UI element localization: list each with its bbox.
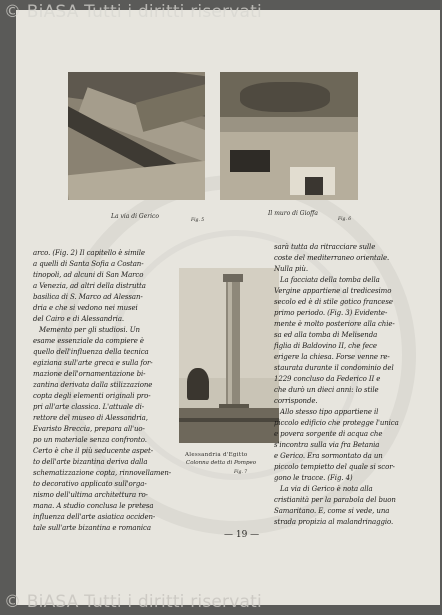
- photo-muro: [220, 72, 358, 200]
- text-line: 1229 concluso da Federico II e: [274, 375, 381, 383]
- text-line: nismo dell'ultima architettura ro-: [33, 491, 148, 499]
- fig-label-left: Fig. 5: [191, 218, 205, 223]
- text-line: mana. A studio conclusa le pretesa: [33, 502, 154, 510]
- text-line: to dell'arte bizantina deriva dalla: [33, 458, 148, 466]
- text-line: s'incontra sulla via fra Betania: [274, 441, 380, 449]
- caption-right-photo: Il muro di Gioffa: [268, 210, 318, 217]
- caption-center-photo-line1: Alessandria d'Egitto: [185, 452, 248, 458]
- text-line: gono le tracce. (Fig. 4): [274, 474, 353, 482]
- fig-label-right: Fig. 6: [338, 217, 352, 222]
- text-line: piccolo edificio che protegge l'unica: [274, 419, 399, 427]
- text-line: mazione dell'ornamentazione bi-: [33, 370, 146, 378]
- text-column-left: [33, 248, 173, 534]
- text-line: erigere la chiesa. Forse venne re-: [274, 353, 390, 361]
- text-line: to decorativo applicato sull'orga-: [33, 480, 147, 488]
- text-line: egiziana sull'arte greca e sulla for-: [33, 359, 153, 367]
- text-line: Allo stesso tipo appartiene il: [280, 408, 379, 416]
- text-line: quello dell'influenza della tecnica: [33, 348, 149, 356]
- text-line: arco. (Fig. 2) Il capitello è simile: [33, 249, 145, 257]
- text-line: a Venezia, ad altri della distrutta: [33, 282, 146, 290]
- text-line: La facciata della tomba della: [280, 276, 380, 284]
- caption-left-photo: La via di Gerico: [111, 213, 160, 220]
- text-line: sa ed alla tomba di Melisenda: [274, 331, 378, 339]
- text-line: tale sull'arte bizantina e romanica: [33, 524, 151, 532]
- text-line: cristianità per la parabola del buon: [274, 496, 396, 504]
- text-line: staurata durante il condominio del: [274, 364, 394, 372]
- text-line: mente è molto posteriore alla chie-: [274, 320, 395, 328]
- text-line: del Cairo e di Alessandria.: [33, 315, 125, 323]
- text-line: coste del mediterraneo orientale.: [274, 254, 390, 262]
- text-line: esame essenziale da compiere è: [33, 337, 144, 345]
- text-line: secolo ed è di stile gotico francese: [274, 298, 393, 306]
- text-line: La via di Gerico è nota alla: [280, 485, 373, 493]
- text-line: zantina derivata dalla stilizzazione: [33, 381, 153, 389]
- text-line: po un materiale senza confronto.: [33, 436, 147, 444]
- text-column-right: [274, 242, 419, 528]
- text-line: a quelli di Santa Sofia a Costan-: [33, 260, 144, 268]
- text-line: primo periodo. (Fig. 3) Evidente-: [274, 309, 388, 317]
- text-line: basilica di S. Marco ad Alessan-: [33, 293, 143, 301]
- text-line: Memento per gli studiosi. Un: [39, 326, 140, 334]
- text-line: tinopoli, ad alcuni di San Marco: [33, 271, 144, 279]
- text-line: Nulla più.: [274, 265, 308, 273]
- text-line: piccolo tempietto del quale si scor-: [274, 463, 395, 471]
- watermark-bottom: © BiASA Tutti i diritti riservati: [4, 592, 262, 612]
- caption-center-photo-line2: Colonna detta di Pompeo: [186, 460, 257, 466]
- watermark-top: © BiASA Tutti i diritti riservati: [4, 2, 262, 22]
- text-line: e povera sorgente di acqua che: [274, 430, 383, 438]
- text-line: Evaristo Breccia, prepara all'uo-: [33, 425, 145, 433]
- text-line: copta degli elementi originali pro-: [33, 392, 151, 400]
- text-line: rettore del museo di Alessandria,: [33, 414, 148, 422]
- text-line: strada propizia al malandrinaggio.: [274, 518, 394, 526]
- text-line: schematizzazione copta, rinnovellamen-: [33, 469, 172, 477]
- text-line: influenza dell'arte asiatica occiden-: [33, 513, 156, 521]
- text-line: Vergine appartiene al tredicesimo: [274, 287, 392, 295]
- fig-label-center: Fig. 7: [234, 470, 248, 475]
- text-line: e Gerico. Era sormontato da un: [274, 452, 383, 460]
- document-page: [16, 10, 440, 605]
- page-number: — 19 —: [224, 530, 260, 540]
- text-line: figlia di Baldovino II, che fece: [274, 342, 377, 350]
- photo-via-di-gerico: [68, 72, 205, 200]
- text-line: che durò un dieci anni: lo stile: [274, 386, 379, 394]
- photo-colonna-pompeo: [179, 268, 279, 443]
- text-line: Samaritano. E, come si vede, una: [274, 507, 390, 515]
- text-line: dria e che si vedono nei musei: [33, 304, 138, 312]
- text-line: corrisponde.: [274, 397, 318, 405]
- text-line: sarà tutta da ritracciare sulle: [274, 243, 376, 251]
- text-line: pri all'arte classica. L'attuale di-: [33, 403, 145, 411]
- text-line: Certo è che il più seducente aspet-: [33, 447, 153, 455]
